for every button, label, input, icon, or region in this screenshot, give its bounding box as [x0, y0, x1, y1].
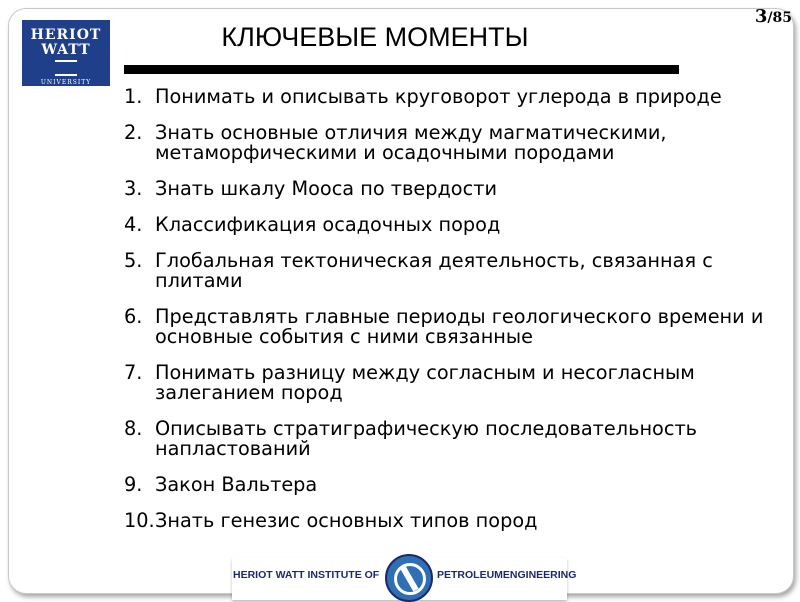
- current-page: 3: [754, 6, 768, 27]
- item-text: Глобальная тектоническая деятельность, связанная с плитами: [155, 249, 713, 292]
- logo-line-2: WATT: [41, 42, 91, 58]
- footer-banner: [232, 558, 577, 600]
- item-text: Классификация осадочных пород: [155, 213, 501, 236]
- heriot-watt-logo: [22, 20, 110, 86]
- item-text: Понимать и описывать круговорот углерода в природе: [155, 85, 722, 108]
- page-number: [755, 6, 792, 27]
- list-item: [124, 87, 774, 107]
- item-text: Знать генезис основных типов пород: [155, 509, 538, 532]
- logo-line-1: HERIOT: [30, 27, 102, 43]
- item-text: Описывать стратиграфическую последовательность напластований: [155, 417, 698, 460]
- list-item: [124, 215, 774, 235]
- institute-emblem-icon: [385, 554, 433, 602]
- item-text: Представлять главные периоды геологического времени и основные события с ними связанные: [155, 305, 764, 348]
- key-points-list: [124, 87, 774, 547]
- list-item: [124, 179, 774, 199]
- item-number: 2.: [124, 121, 143, 144]
- item-text: Знать основные отличия между магматическими, метаморфическими и осадочными породами: [155, 121, 667, 164]
- list-item: [124, 251, 774, 291]
- item-number: 7.: [124, 361, 143, 384]
- logo-line-3: UNIVERSITY: [40, 79, 92, 86]
- item-number: 8.: [124, 417, 143, 440]
- list-item: [124, 475, 774, 495]
- total-pages: /85: [767, 10, 792, 26]
- item-text: Знать шкалу Мооса по твердости: [155, 177, 497, 200]
- item-number: 9.: [124, 473, 143, 496]
- item-number: 1.: [124, 85, 143, 108]
- slide-title: КЛЮЧЕВЫЕ МОМЕНТЫ: [221, 22, 529, 52]
- item-number: 4.: [124, 213, 143, 236]
- item-text: Понимать разницу между согласным и несогласным залеганием пород: [155, 361, 695, 404]
- list-item: [124, 363, 774, 403]
- item-number: 3.: [124, 177, 143, 200]
- item-number: 5.: [124, 249, 143, 272]
- item-number: 6.: [124, 305, 143, 328]
- crest-icon: [55, 60, 77, 76]
- footer-institute: HERIOT WATT INSTITUTE OF: [233, 569, 380, 581]
- item-number: 10.: [124, 509, 155, 532]
- list-item: [124, 123, 774, 163]
- footer-department: PETROLEUMENGINEERING: [437, 569, 577, 581]
- list-item: [124, 419, 774, 459]
- list-item: [124, 307, 774, 347]
- title-underline: [124, 65, 679, 74]
- item-text: Закон Вальтера: [155, 473, 318, 496]
- list-item: [124, 511, 774, 531]
